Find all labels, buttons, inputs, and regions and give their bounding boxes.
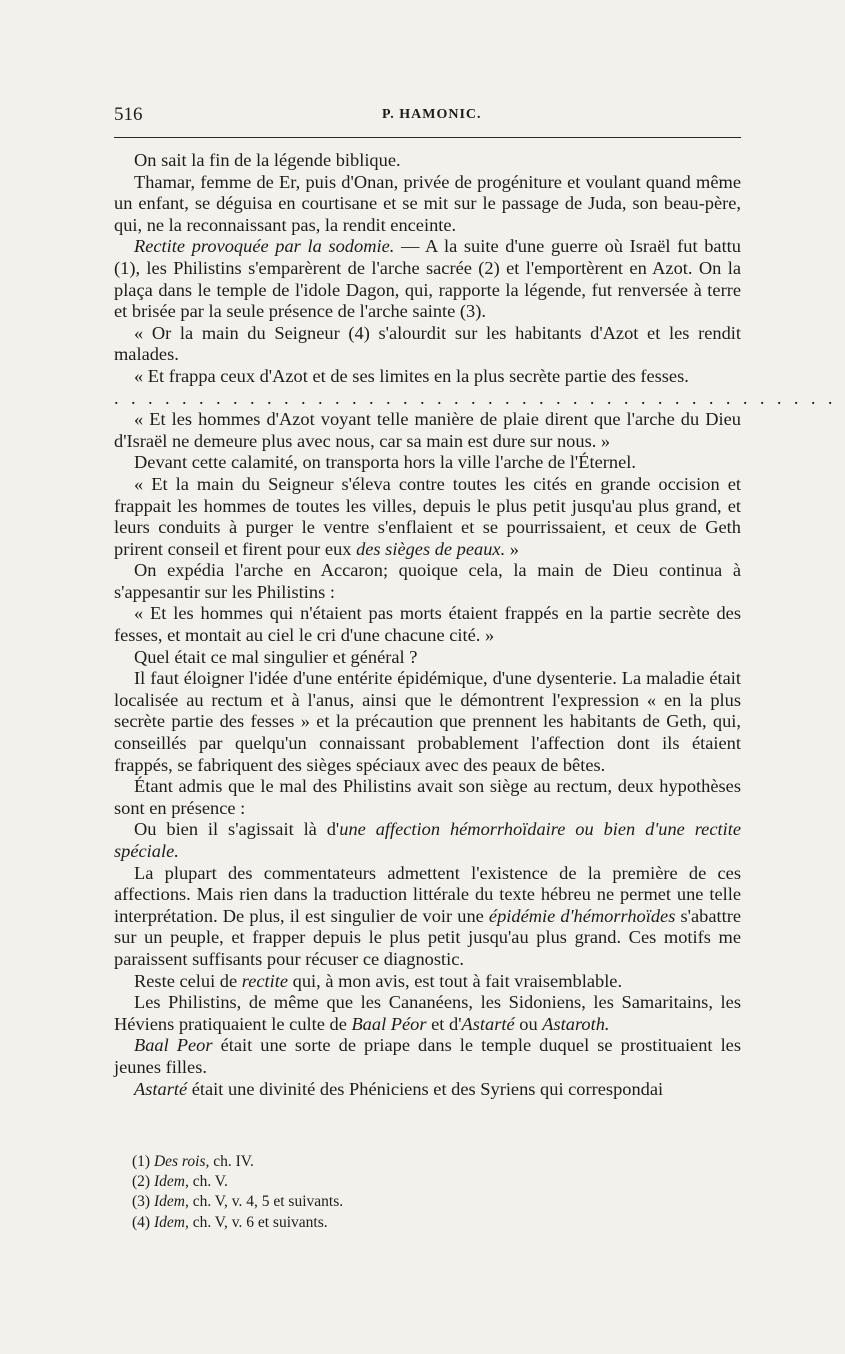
- footnote: (1) Des rois, ch. IV.: [132, 1153, 254, 1170]
- paragraph: Astarté était une divinité des Phéniciens et des Syriens qui correspondai: [134, 1078, 664, 1099]
- paragraph: Étant admis que le mal des Philistins avait son siège au rectum, deux hypothèses sont en présence :: [114, 776, 741, 818]
- paragraph: « Et les hommes d'Azot voyant telle manière de plaie dirent que l'arche du Dieu d'Israël ne demeure plus avec nous, car sa main est dure sur nous. »: [114, 409, 741, 451]
- paragraph: Devant cette calamité, on transporta hors la ville l'arche de l'Éternel.: [134, 452, 636, 473]
- header-rule: [114, 137, 741, 138]
- running-head: P. HAMONIC.: [382, 107, 482, 122]
- body-text: [114, 150, 845, 1100]
- paragraph: Baal Peor était une sorte de priape dans le temple duquel se prostituaient les jeunes filles.: [114, 1035, 741, 1077]
- section-paragraph: Rectite provoquée par la sodomie. — A la suite d'une guerre où Israël fut battu (1), les Philistins s'emparèrent de l'arche sacrée (2) et l'emportèrent en Azot. On la plaça dans le temple de l'idole Dagon, qui, rapporte la légende, fut renversée à terre et brisée par la seule présence de l'arche sainte (3).: [114, 236, 741, 322]
- paragraph: Reste celui de rectite qui, à mon avis, est tout à fait vraisemblable.: [134, 970, 623, 991]
- paragraph: Les Philistins, de même que les Cananéens, les Sidoniens, les Samaritains, les Héviens pratiquaient le culte de Baal Péor et d'Astarté ou Astaroth.: [114, 992, 741, 1034]
- footnotes: [132, 1152, 732, 1233]
- page-header: [114, 104, 741, 126]
- paragraph: On expédia l'arche en Accaron; quoique cela, la main de Dieu continua à s'appesantir sur les Philistins :: [114, 560, 741, 602]
- paragraph: Quel était ce mal singulier et général ?: [134, 646, 418, 667]
- footnote: (2) Idem, ch. V.: [132, 1173, 228, 1191]
- paragraph: « Or la main du Seigneur (4) s'alourdit sur les habitants d'Azot et les rendit malades.: [114, 322, 741, 365]
- paragraph: Il faut éloigner l'idée d'une entérite épidémique, d'une dysenterie. La maladie était localisée au rectum et à l'anus, ainsi que le démontrent l'expression « en la plus secrète partie des fesses » et la précaution que prennent les habitants de Geth, qui, conseillés par quelqu'un connaissant probablement l'affection dont ils étaient frappés, se fabriquent des sièges spéciaux avec des peaux de bêtes.: [114, 668, 741, 775]
- footnote: (3) Idem, ch. V, v. 4, 5 et suivants.: [132, 1193, 344, 1211]
- page-number: 516: [114, 104, 143, 125]
- paragraph: Thamar, femme de Er, puis d'Onan, privée de progéniture et voulant quand même un enfant, se déguisa en courtisane et se mit sur le passage de Juda, son beau-père, qui, ne la reconnaissant pas, la rendit enceinte.: [114, 171, 741, 235]
- paragraph: On sait la fin de la légende biblique.: [134, 150, 401, 170]
- ellipsis-line: ...........................................: [114, 387, 845, 408]
- paragraph: Ou bien il s'agissait là d'une affection hémorrhoïdaire ou bien d'une rectite spéciale.: [114, 819, 741, 861]
- paragraph: « Et la main du Seigneur s'éleva contre toutes les cités en grande occision et frappait les hommes de toutes les villes, depuis le plus petit jusqu'au plus grand, et leurs conduits à purger le ventre s'enflaient et se pourrissaient, et ceux de Geth prirent conseil et firent pour eux des sièges de peaux. »: [114, 473, 741, 559]
- paragraph: La plupart des commentateurs admettent l'existence de la première de ces affections. Mais rien dans la traduction littérale du texte hébreu ne permet une telle interprétation. De plus, il est singulier de voir une épidémie d'hémorrhoïdes s'abattre sur un peuple, et frapper depuis le plus petit jusqu'au plus grand. Ces motifs me paraissent suffisants pour récuser ce diagnostic.: [114, 862, 741, 969]
- paragraph: « Et frappa ceux d'Azot et de ses limites en la plus secrète partie des fesses.: [134, 365, 689, 386]
- section-title: Rectite provoquée par la sodomie.: [134, 236, 395, 257]
- paragraph: « Et les hommes qui n'étaient pas morts étaient frappés en la partie secrète des fesses, et montait au ciel le cri d'une chacune cité. »: [114, 603, 741, 646]
- footnote: (4) Idem, ch. V, v. 6 et suivants.: [132, 1213, 328, 1231]
